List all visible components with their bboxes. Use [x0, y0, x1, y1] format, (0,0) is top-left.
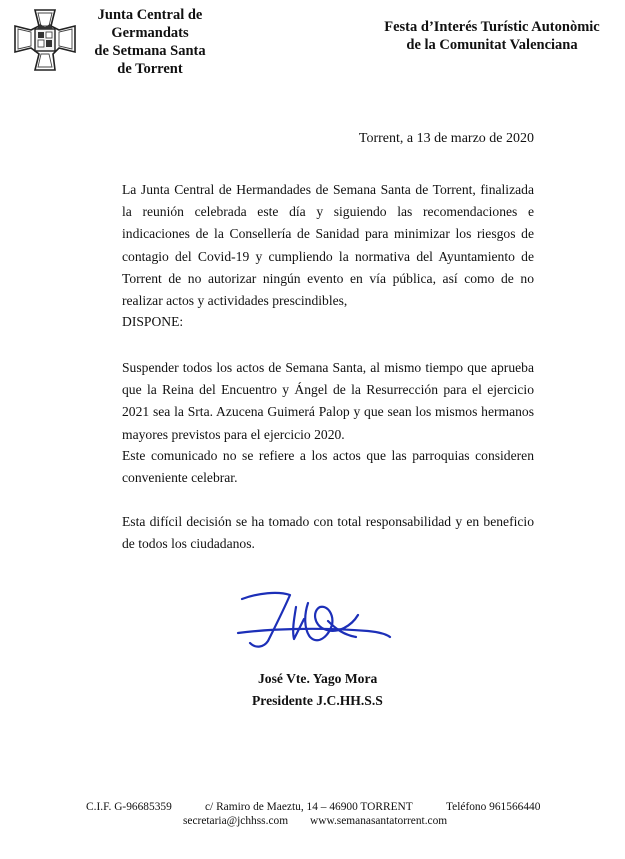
signer-name: José Vte. Yago Mora: [258, 671, 378, 686]
org-title: [84, 6, 216, 78]
signer-title: Presidente J.C.HH.S.S: [252, 693, 383, 708]
footer-website: www.semanasantatorrent.com: [310, 815, 448, 827]
festa-title-line: de la Comunitat Valenciana: [406, 37, 578, 53]
letter-date: Torrent, a 13 de marzo de 2020: [358, 131, 534, 146]
festa-title: [372, 18, 612, 54]
body-paragraph-2: [122, 445, 534, 489]
body1-text: Suspender todos los actos de Semana Santa, al mismo tiempo que aprueba que la Reina del Encuentro y Ángel de la Resurrección para el ejercicio 2021 sea la Srta. Azucena Guimerá Palop y que sean los mismos hermanos mayores previstos para el ejercicio 2020.: [122, 360, 534, 442]
closing-text: Esta difícil decisión se ha tomado con total responsabilidad y en beneficio de todos los ciudadanos.: [122, 514, 534, 552]
body2-text: Este comunicado no se refiere a los actos que las parroquias consideren conveniente celebrar.: [122, 448, 534, 486]
intro-paragraph: [122, 179, 534, 312]
footer-cif: C.I.F. G-96685359: [86, 801, 172, 813]
closing-paragraph: [122, 511, 534, 555]
org-title-line: de Setmana Santa: [94, 43, 206, 59]
org-title-line: Germandats: [111, 25, 189, 41]
signature-icon: [228, 585, 396, 655]
footer-address: c/ Ramiro de Maeztu, 14 – 46900 TORRENT: [205, 801, 413, 813]
cross-emblem-icon: [13, 8, 77, 72]
footer-email: secretaria@jchhss.com: [183, 815, 289, 827]
signer-block: [252, 668, 402, 712]
org-title-line: de Torrent: [117, 61, 183, 77]
body-paragraph-1: [122, 357, 534, 446]
intro-text: La Junta Central de Hermandades de Semana Santa de Torrent, finalizada la reunión celebrada este día y siguiendo las recomendaciones e indicaciones de la Consellería de Sanidad para minimizar los riesgos de contagio del Covid-19 y cumpliendo la normativa del Ayuntamiento de Torrent de no autorizar ningún evento en vía pública, así como de no realizar actos y actividades prescindibles,: [122, 182, 534, 309]
footer-phone: Teléfono 961566440: [446, 801, 541, 813]
dispone-heading: DISPONE:: [122, 314, 184, 329]
festa-title-line: Festa d’Interés Turístic Autonòmic: [384, 19, 600, 35]
org-title-line: Junta Central de: [97, 7, 203, 23]
